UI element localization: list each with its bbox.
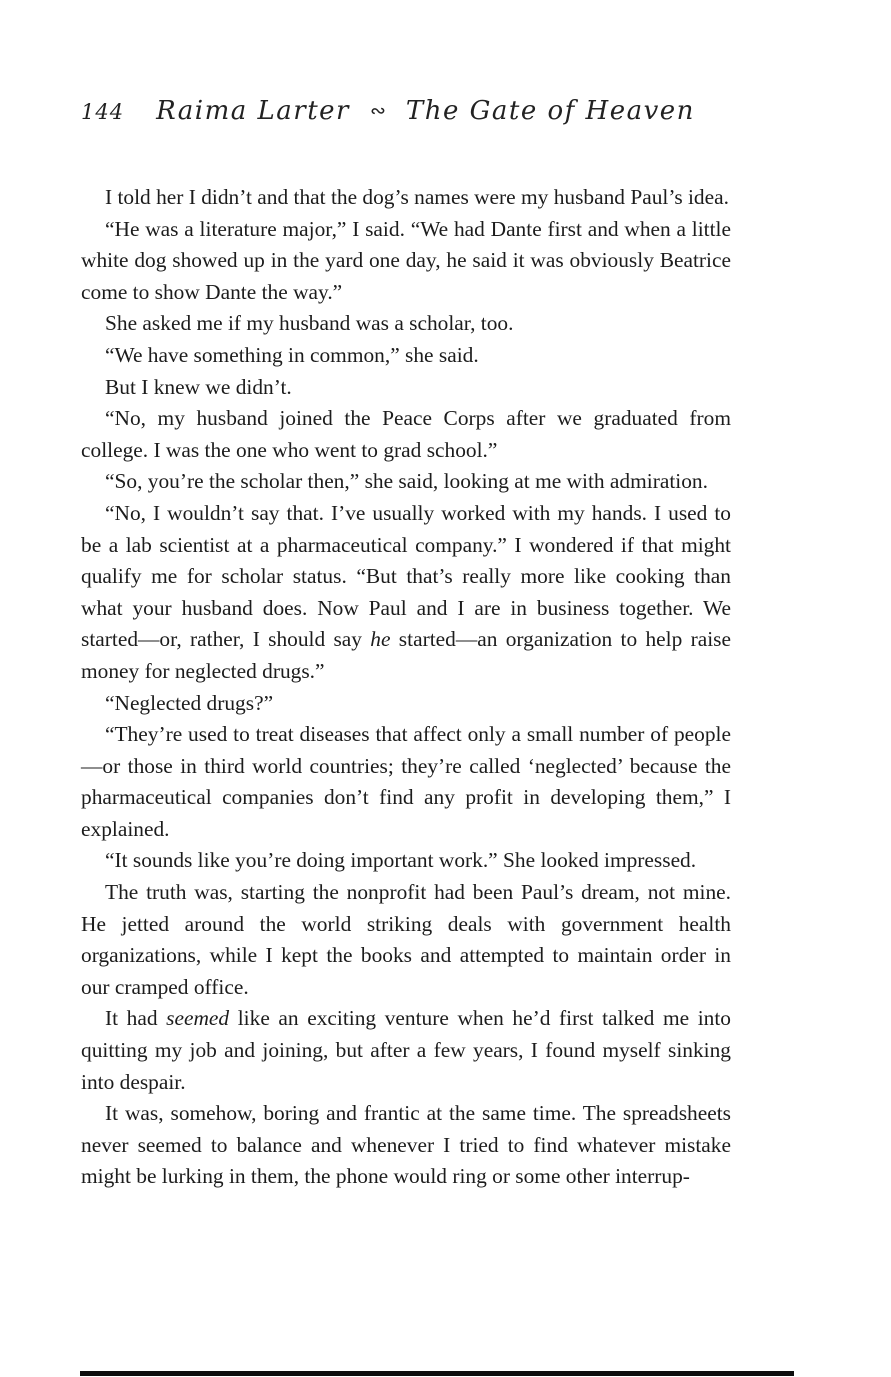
- paragraph: [81, 182, 731, 214]
- italic-text-run: seemed: [166, 1006, 230, 1031]
- text-run: “So, you’re the scholar then,” she said, looking at me with admiration.: [105, 469, 708, 494]
- paragraph: [81, 466, 731, 498]
- paragraph: [81, 845, 731, 877]
- paragraph: [81, 719, 731, 845]
- author-name: Raima Larter: [156, 96, 350, 126]
- paragraph: [81, 340, 731, 372]
- page-number: 144: [81, 100, 125, 124]
- text-run: The truth was, starting the nonprofit had been Paul’s dream, not mine. He jetted around the world striking deals with government health organizations, while I kept the books and attempted to maintain order in our cramped office.: [81, 880, 731, 999]
- text-run: But I knew we didn’t.: [105, 374, 292, 399]
- text-run: It was, somehow, boring and frantic at the same time. The spreadsheets never seemed to balance and whenever I tried to find whatever mistake might be lurking in them, the phone would ring or some other interrup-: [81, 1101, 731, 1189]
- running-header: [81, 96, 741, 126]
- page-body: [81, 182, 731, 1193]
- paragraph: [81, 1098, 731, 1193]
- text-run: “No, my husband joined the Peace Corps after we graduated from college. I was the one who went to grad school.”: [81, 406, 731, 462]
- text-run: “They’re used to treat diseases that affect only a small number of people—or those in third world countries; they’re called ‘neglected’ because the pharmaceutical companies don’t find any profit in developing them,” I explained.: [81, 722, 731, 841]
- text-run: “He was a literature major,” I said. “We had Dante first and when a little white dog showed up in the yard one day, he said it was obviously Beatrice come to show Dante the way.”: [81, 216, 731, 304]
- header-ornament-icon: ∾: [369, 100, 386, 122]
- paragraph: [81, 403, 731, 466]
- text-run: I told her I didn’t and that the dog’s names were my husband Paul’s idea.: [105, 185, 729, 209]
- text-run: “No, I wouldn’t say that. I’ve usually worked with my hands. I used to be a lab scientist at a pharmaceutical company.” I wondered if that might qualify me for scholar status. “But that’s really more like cooking than what your husband does. Now Paul and I are in business together. We started—or, rather, I should say: [81, 500, 731, 652]
- paragraph: [81, 214, 731, 309]
- text-run: “Neglected drugs?”: [105, 690, 274, 715]
- text-run: like an exciting venture when he’d first talked me into quitting my job and joining, but after a few years, I found myself sinking into despair.: [81, 1006, 731, 1094]
- paragraph: [81, 308, 731, 340]
- book-title: The Gate of Heaven: [405, 96, 695, 126]
- text-run: started—an organization to help raise money for neglected drugs.”: [81, 627, 731, 683]
- text-run: It had: [105, 1006, 167, 1031]
- italic-text-run: he: [370, 627, 391, 652]
- text-run: She asked me if my husband was a scholar, too.: [105, 311, 514, 336]
- paragraph: [81, 688, 731, 720]
- text-run: “It sounds like you’re doing important work.” She looked impressed.: [105, 848, 697, 873]
- paragraph: [81, 372, 731, 404]
- paragraph: [81, 877, 731, 1003]
- paragraph: [81, 498, 731, 688]
- page-bottom-rule: [80, 1371, 794, 1376]
- text-run: “We have something in common,” she said.: [105, 342, 479, 367]
- paragraph: [81, 1003, 731, 1098]
